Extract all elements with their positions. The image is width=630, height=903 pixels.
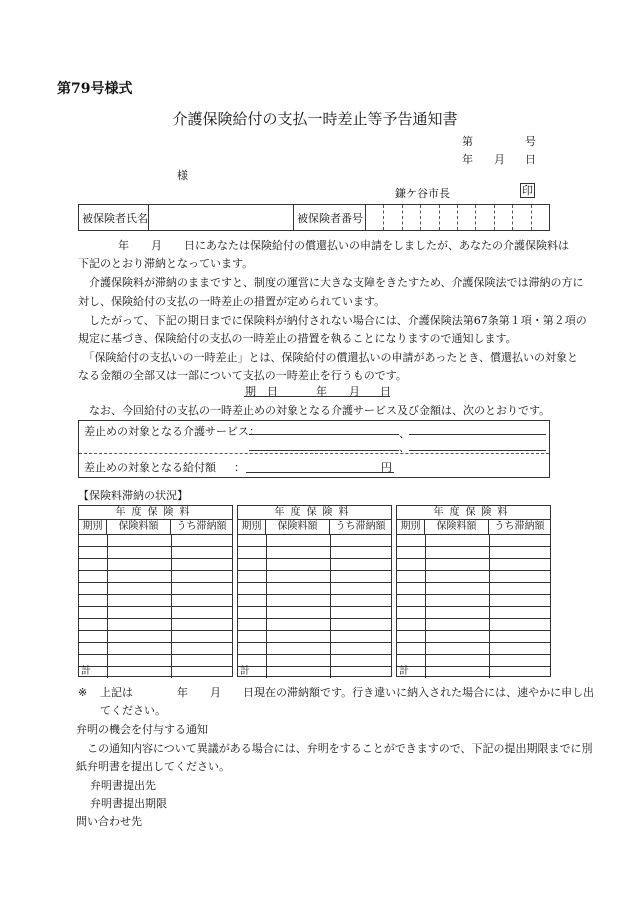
document-title: 介護保険給付の支払一時差止等予告通知書: [172, 110, 458, 128]
service-field-2[interactable]: [409, 434, 546, 435]
amount-field[interactable]: [246, 472, 394, 473]
service-field-3[interactable]: [249, 450, 399, 451]
paragraph-line: 規定に基づき、保険給付の支払の一時差止の措置を執ることになりますので通知します。: [78, 332, 517, 345]
col-arrears: うち滞納額: [335, 521, 386, 532]
submission-deadline: 弁明書提出期限: [90, 797, 167, 810]
insured-name-label: 被保険者氏名: [79, 205, 149, 230]
premium-table-header: 年度保険料: [397, 506, 550, 520]
insured-number-label: 被保険者番号: [294, 205, 366, 230]
paragraph-line: 対し、保険給付の支払の一時差止の措置が定められています。: [78, 295, 386, 308]
col-arrears: うち滞納額: [176, 521, 227, 532]
service-comma: 、: [399, 427, 410, 440]
number-prefix: 第: [462, 135, 473, 148]
col-premium: 保険料額: [107, 520, 171, 534]
date-day: 日: [525, 153, 536, 166]
paragraph-line: 年 月 日にあなたは保険給付の償還払いの申請をしましたが、あなたの介護保険料は: [118, 239, 569, 252]
insured-number-field[interactable]: [366, 205, 549, 230]
premium-rows[interactable]: [238, 535, 391, 678]
service-label: 差止めの対象となる介護サービス：: [84, 425, 260, 438]
service-field-1[interactable]: [249, 434, 399, 435]
date-month: 月: [494, 153, 505, 166]
col-period: 期別: [79, 520, 107, 534]
services-note: なお、今回給付の支払の一時差止めの対象となる介護サービス及び金額は、次のとおりです。: [78, 404, 551, 417]
deadline-underline: [244, 396, 390, 397]
note-line: てください。: [100, 704, 166, 717]
col-premium: 保険料額: [266, 520, 330, 534]
paragraph-line: したがって、下記の期日までに保険料が納付されない場合には、介護保険法第67条第１項・第２項の: [78, 314, 587, 327]
submission-destination: 弁明書提出先: [90, 779, 156, 792]
issuer-mayor: 鎌ケ谷市長: [395, 187, 450, 200]
total-label: 計: [240, 666, 250, 677]
premium-table-header: 年度保険料: [238, 506, 391, 520]
col-period: 期別: [238, 520, 266, 534]
deadline-year: 年: [316, 385, 327, 398]
recipient-honorific: 様: [177, 169, 188, 182]
total-label: 計: [399, 666, 409, 677]
col-arrears: うち滞納額: [494, 521, 545, 532]
suspension-target-box: [78, 420, 550, 478]
premium-table: [78, 505, 233, 677]
opportunity-line: 紙弁明書を提出してください。: [76, 760, 230, 773]
deadline-day: 日: [380, 385, 391, 398]
service-comma: 、: [399, 441, 410, 454]
paragraph-line: 介護保険料が滞納のままですと、制度の運営に大きな支障をきたすため、介護保険法では滞納の方に: [78, 276, 584, 289]
premium-rows[interactable]: [397, 535, 550, 678]
deadline-label: 期 日: [245, 385, 278, 398]
seal-mark: 印: [522, 184, 533, 197]
note-mark: ※: [78, 686, 88, 699]
date-year: 年: [462, 153, 473, 166]
total-label: 計: [81, 666, 91, 677]
paragraph-line: なる金額の全部又は一部について支払の一時差止を行うものです。: [78, 369, 407, 382]
premium-rows[interactable]: [79, 535, 232, 678]
insured-info-box: [78, 204, 550, 231]
premium-table: [237, 505, 392, 677]
premium-table: [396, 505, 551, 677]
form-number: 第79号様式: [57, 81, 133, 97]
note-line: 上記は 年 月 日現在の滞納額です。行き違いに納入された場合には、速やかに申し出: [100, 686, 595, 699]
number-suffix: 号: [525, 135, 536, 148]
amount-label: 差止めの対象となる給付額: [84, 461, 216, 474]
insured-name-field[interactable]: [149, 205, 294, 230]
opportunity-heading: 弁明の機会を付与する通知: [76, 723, 208, 736]
dashed-separator: [79, 453, 549, 454]
amount-colon: ：: [234, 461, 245, 474]
premium-table-header: 年度保険料: [79, 506, 232, 520]
service-field-4[interactable]: [409, 450, 546, 451]
deadline-month: 月: [349, 385, 360, 398]
col-period: 期別: [397, 520, 425, 534]
amount-yen: 円: [381, 461, 392, 474]
col-premium: 保険料額: [425, 520, 489, 534]
paragraph-line: 下記のとおり滞納となっています。: [78, 257, 254, 270]
premium-status-tables: [78, 505, 551, 677]
contact-label: 問い合わせ先: [76, 815, 142, 828]
opportunity-line: この通知内容について異議がある場合には、弁明をすることができますので、下記の提出期限までに別: [76, 742, 593, 755]
status-heading: 【保険料滞納の状況】: [78, 489, 188, 502]
paragraph-line: 「保険給付の支払いの一時差止」とは、保険給付の償還払いの申請があったとき、償還払いの対象と: [78, 351, 578, 364]
